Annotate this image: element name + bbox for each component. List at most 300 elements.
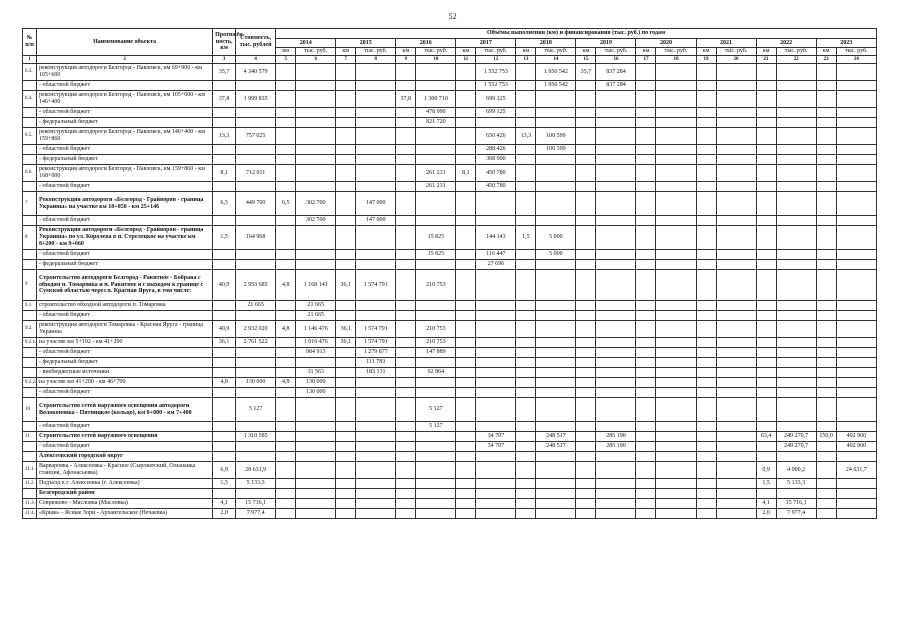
km-cell: 35,7 (576, 64, 596, 81)
km-cell (816, 250, 836, 260)
rub-cell (776, 226, 816, 250)
km-cell (696, 311, 716, 321)
object-cost (236, 260, 276, 270)
km-cell (576, 432, 596, 442)
column-number: 10 (416, 56, 456, 64)
object-length: 37,8 (213, 91, 236, 108)
rub-cell (836, 128, 876, 145)
km-cell (636, 260, 656, 270)
km-cell (396, 108, 416, 118)
table-row (23, 165, 877, 182)
object-name: - федеральный бюджет (37, 260, 213, 270)
rub-cell (536, 108, 576, 118)
km-cell (696, 155, 716, 165)
rub-cell (716, 226, 756, 250)
rub-cell (476, 388, 516, 398)
object-length (213, 358, 236, 368)
km-cell (516, 499, 536, 509)
rub-cell (416, 155, 456, 165)
unit-km: км (636, 48, 656, 56)
rub-cell (716, 462, 756, 479)
rub-cell (716, 321, 756, 338)
rub-cell (716, 489, 756, 499)
km-cell: 36,1 (336, 321, 356, 338)
object-length: 1,5 (213, 226, 236, 250)
rub-cell (296, 489, 336, 499)
object-length (213, 108, 236, 118)
row-number (23, 311, 37, 321)
km-cell (696, 398, 716, 422)
rub-cell (536, 388, 576, 398)
km-cell (336, 462, 356, 479)
rub-cell: 15 716,1 (776, 499, 816, 509)
rub-cell (776, 452, 816, 462)
km-cell (756, 311, 776, 321)
km-cell (756, 91, 776, 108)
object-cost: 449 700 (236, 192, 276, 216)
rub-cell (356, 64, 396, 81)
km-cell (576, 398, 596, 422)
km-cell (756, 118, 776, 128)
rub-cell (356, 462, 396, 479)
rub-cell (356, 398, 396, 422)
km-cell (756, 338, 776, 348)
rub-cell (536, 182, 576, 192)
km-cell (696, 64, 716, 81)
rub-cell (656, 422, 696, 432)
rub-cell (596, 250, 636, 260)
object-cost: 7 977,4 (236, 509, 276, 519)
km-cell (636, 338, 656, 348)
km-cell (756, 489, 776, 499)
rub-cell (656, 301, 696, 311)
km-cell (816, 311, 836, 321)
object-cost: 5 133,3 (236, 479, 276, 489)
row-number (23, 388, 37, 398)
km-cell (336, 108, 356, 118)
rub-cell (836, 499, 876, 509)
column-number: 17 (636, 56, 656, 64)
rub-cell (776, 108, 816, 118)
rub-cell (596, 489, 636, 499)
rub-cell (476, 118, 516, 128)
rub-cell (716, 108, 756, 118)
km-cell (396, 338, 416, 348)
rub-cell (296, 91, 336, 108)
object-cost (236, 348, 276, 358)
rub-cell (476, 452, 516, 462)
object-cost: 2 761 522 (236, 338, 276, 348)
rub-cell (356, 388, 396, 398)
km-cell (696, 108, 716, 118)
rub-cell (596, 216, 636, 226)
row-number: 11.4. (23, 509, 37, 519)
row-number (23, 489, 37, 499)
rub-cell (836, 338, 876, 348)
rub-cell: 5 127 (416, 422, 456, 432)
km-cell (756, 81, 776, 91)
km-cell (336, 301, 356, 311)
table-row (23, 442, 877, 452)
km-cell (396, 509, 416, 519)
km-cell (576, 91, 596, 108)
rub-cell (356, 260, 396, 270)
km-cell (756, 368, 776, 378)
km-cell (516, 250, 536, 260)
km-cell (576, 128, 596, 145)
km-cell (816, 64, 836, 81)
km-cell (696, 348, 716, 358)
object-name: реконструкция автодороги Белгород - Павловск, км 146+400 - км 159+860 (37, 128, 213, 145)
rub-cell (716, 128, 756, 145)
rub-cell: 5 000 (536, 226, 576, 250)
km-cell (456, 422, 476, 432)
rub-cell (656, 432, 696, 442)
rub-cell (836, 155, 876, 165)
unit-rub: тыс. руб. (476, 48, 516, 56)
rub-cell (296, 165, 336, 182)
rub-cell (536, 311, 576, 321)
km-cell (816, 81, 836, 91)
object-length (213, 422, 236, 432)
rub-cell (356, 442, 396, 452)
column-number: 1 (23, 56, 37, 64)
km-cell (276, 388, 296, 398)
table-row (23, 81, 877, 91)
km-cell (636, 422, 656, 432)
unit-km: км (336, 48, 356, 56)
unit-rub: тыс. руб. (716, 48, 756, 56)
object-cost (236, 358, 276, 368)
km-cell (456, 479, 476, 489)
rub-cell (596, 118, 636, 128)
km-cell (696, 321, 716, 338)
km-cell (696, 432, 716, 442)
rub-cell (356, 301, 396, 311)
table-row (23, 192, 877, 216)
rub-cell: 5 000 (536, 250, 576, 260)
rub-cell (716, 165, 756, 182)
rub-cell (356, 81, 396, 91)
header-name: Наименование объекта (37, 29, 213, 56)
km-cell (456, 348, 476, 358)
km-cell (756, 270, 776, 301)
km-cell (576, 250, 596, 260)
rub-cell: 27 696 (476, 260, 516, 270)
km-cell (276, 81, 296, 91)
rub-cell (656, 216, 696, 226)
rub-cell (596, 398, 636, 422)
rub-cell (776, 301, 816, 311)
rub-cell (716, 145, 756, 155)
rub-cell: 1 574 791 (356, 270, 396, 301)
km-cell (756, 301, 776, 311)
km-cell (636, 226, 656, 250)
rub-cell (356, 128, 396, 145)
rub-cell: 492 900 (836, 442, 876, 452)
object-cost (236, 182, 276, 192)
rub-cell (716, 182, 756, 192)
object-length (213, 260, 236, 270)
km-cell (636, 442, 656, 452)
km-cell (576, 499, 596, 509)
rub-cell (836, 301, 876, 311)
header-cost: Стоимость, тыс. рублей (236, 29, 276, 56)
km-cell (516, 422, 536, 432)
rub-cell (776, 118, 816, 128)
km-cell (636, 368, 656, 378)
rub-cell: 248 517 (536, 432, 576, 442)
rub-cell (536, 155, 576, 165)
rub-cell (416, 432, 456, 442)
km-cell (576, 182, 596, 192)
column-number: 12 (476, 56, 516, 64)
km-cell (396, 348, 416, 358)
km-cell (336, 165, 356, 182)
table-row (23, 432, 877, 442)
object-cost (236, 118, 276, 128)
object-name: - областной бюджет (37, 216, 213, 226)
km-cell (696, 358, 716, 368)
rub-cell (836, 368, 876, 378)
km-cell (336, 226, 356, 250)
rub-cell (296, 118, 336, 128)
rub-cell (836, 226, 876, 250)
km-cell (516, 64, 536, 81)
km-cell (276, 128, 296, 145)
rub-cell (776, 388, 816, 398)
km-cell (636, 301, 656, 311)
rub-cell: 285 190 (596, 432, 636, 442)
km-cell (576, 368, 596, 378)
rub-cell (416, 192, 456, 216)
rub-cell (476, 270, 516, 301)
object-cost (236, 108, 276, 118)
year-header: 2020 (636, 39, 696, 48)
rub-cell: 15 825 (416, 226, 456, 250)
rub-cell (836, 81, 876, 91)
table-row (23, 462, 877, 479)
object-cost: 1 999 835 (236, 91, 276, 108)
rub-cell: 100 599 (536, 145, 576, 155)
rub-cell: 130 000 (296, 388, 336, 398)
km-cell (336, 311, 356, 321)
km-cell (756, 192, 776, 216)
rub-cell (356, 182, 396, 192)
object-name: - областной бюджет (37, 145, 213, 155)
object-length (213, 368, 236, 378)
km-cell (456, 182, 476, 192)
km-cell (816, 270, 836, 301)
table-row (23, 260, 877, 270)
object-length (213, 145, 236, 155)
object-name: - федеральный бюджет (37, 118, 213, 128)
rub-cell (416, 499, 456, 509)
rub-cell: 183 131 (356, 368, 396, 378)
rub-cell (596, 368, 636, 378)
column-number: 4 (236, 56, 276, 64)
rub-cell (536, 368, 576, 378)
rub-cell (776, 91, 816, 108)
km-cell (516, 270, 536, 301)
km-cell (456, 338, 476, 348)
km-cell (636, 165, 656, 182)
row-number (23, 358, 37, 368)
unit-rub: тыс. руб. (596, 48, 636, 56)
km-cell (516, 165, 536, 182)
km-cell (576, 165, 596, 182)
km-cell (816, 422, 836, 432)
km-cell (636, 108, 656, 118)
rub-cell (836, 348, 876, 358)
rub-cell (596, 301, 636, 311)
km-cell: 150,0 (816, 432, 836, 442)
rub-cell (476, 192, 516, 216)
km-cell (696, 118, 716, 128)
year-header: 2021 (696, 39, 756, 48)
km-cell (336, 432, 356, 442)
rub-cell (416, 462, 456, 479)
km-cell (516, 358, 536, 368)
rub-cell: 478 990 (416, 108, 456, 118)
rub-cell (476, 216, 516, 226)
rub-cell (296, 64, 336, 81)
rub-cell (776, 422, 816, 432)
object-length (213, 182, 236, 192)
rub-cell: 302 700 (296, 192, 336, 216)
km-cell (276, 509, 296, 519)
row-number (23, 118, 37, 128)
km-cell (636, 509, 656, 519)
rub-cell (356, 165, 396, 182)
object-name: Белгородский район (37, 489, 213, 499)
rub-cell: 285 190 (596, 442, 636, 452)
km-cell: 4,8 (276, 378, 296, 388)
rub-cell: 210 753 (416, 321, 456, 338)
km-cell (396, 216, 416, 226)
km-cell (696, 442, 716, 452)
row-number (23, 81, 37, 91)
rub-cell (656, 145, 696, 155)
rub-cell (416, 64, 456, 81)
table-row (23, 301, 877, 311)
km-cell (516, 338, 536, 348)
rub-cell (656, 358, 696, 368)
object-name: Строительство автодороги Белгород - Ракитное - Бобрава с обходом п. Томаровка и п. Ракитное и с выходом к границе с Сумской областью через п. Красная Яруга, в том числе: (37, 270, 213, 301)
rub-cell: 62 864 (416, 368, 456, 378)
rub-cell (596, 499, 636, 509)
rub-cell (776, 155, 816, 165)
km-cell: 1,5 (516, 226, 536, 250)
km-cell (696, 388, 716, 398)
km-cell (456, 321, 476, 338)
km-cell (696, 260, 716, 270)
rub-cell (296, 358, 336, 368)
rub-cell (296, 226, 336, 250)
km-cell (396, 81, 416, 91)
km-cell: 8,1 (456, 165, 476, 182)
rub-cell: 288 426 (476, 145, 516, 155)
rub-cell (416, 81, 456, 91)
rub-cell (476, 499, 516, 509)
rub-cell (716, 479, 756, 489)
year-header: 2016 (396, 39, 456, 48)
km-cell: 1,5 (756, 479, 776, 489)
km-cell (336, 348, 356, 358)
km-cell (516, 216, 536, 226)
rub-cell (656, 388, 696, 398)
rub-cell (716, 509, 756, 519)
object-cost (236, 216, 276, 226)
km-cell (456, 311, 476, 321)
rub-cell: 5 133,3 (776, 479, 816, 489)
rub-cell: 15 825 (416, 250, 456, 260)
km-cell (276, 216, 296, 226)
rub-cell (656, 165, 696, 182)
km-cell (336, 499, 356, 509)
rub-cell (476, 422, 516, 432)
page-number: 52 (448, 12, 457, 21)
rub-cell (836, 452, 876, 462)
object-cost: 28 631,9 (236, 462, 276, 479)
km-cell (636, 250, 656, 260)
rub-cell (416, 452, 456, 462)
km-cell (576, 479, 596, 489)
km-cell (396, 260, 416, 270)
rub-cell (716, 422, 756, 432)
object-cost (236, 368, 276, 378)
rub-cell: 147 000 (356, 216, 396, 226)
km-cell (396, 432, 416, 442)
km-cell (456, 250, 476, 260)
rub-cell (716, 81, 756, 91)
rub-cell (716, 368, 756, 378)
km-cell (696, 368, 716, 378)
column-number: 23 (816, 56, 836, 64)
rub-cell (536, 270, 576, 301)
object-cost (236, 442, 276, 452)
km-cell (456, 462, 476, 479)
rub-cell: 1 168 141 (296, 270, 336, 301)
object-name: - областной бюджет (37, 81, 213, 91)
km-cell (756, 422, 776, 432)
km-cell (756, 250, 776, 260)
object-name: - областной бюджет (37, 388, 213, 398)
rub-cell (656, 509, 696, 519)
rub-cell (716, 432, 756, 442)
km-cell (336, 422, 356, 432)
km-cell (516, 462, 536, 479)
km-cell (696, 338, 716, 348)
rub-cell (596, 358, 636, 368)
rub-cell (296, 155, 336, 165)
rub-cell (536, 165, 576, 182)
header-length: Протяжён-ность, км (213, 29, 236, 56)
km-cell (636, 452, 656, 462)
km-cell (396, 128, 416, 145)
rub-cell (776, 348, 816, 358)
km-cell (396, 250, 416, 260)
row-number (23, 368, 37, 378)
object-name: строительство обходной автодороги п. Томаровка (37, 301, 213, 311)
km-cell (456, 432, 476, 442)
km-cell (336, 192, 356, 216)
km-cell (516, 489, 536, 499)
rub-cell (776, 489, 816, 499)
rub-cell (356, 250, 396, 260)
rub-cell (536, 216, 576, 226)
km-cell (516, 368, 536, 378)
